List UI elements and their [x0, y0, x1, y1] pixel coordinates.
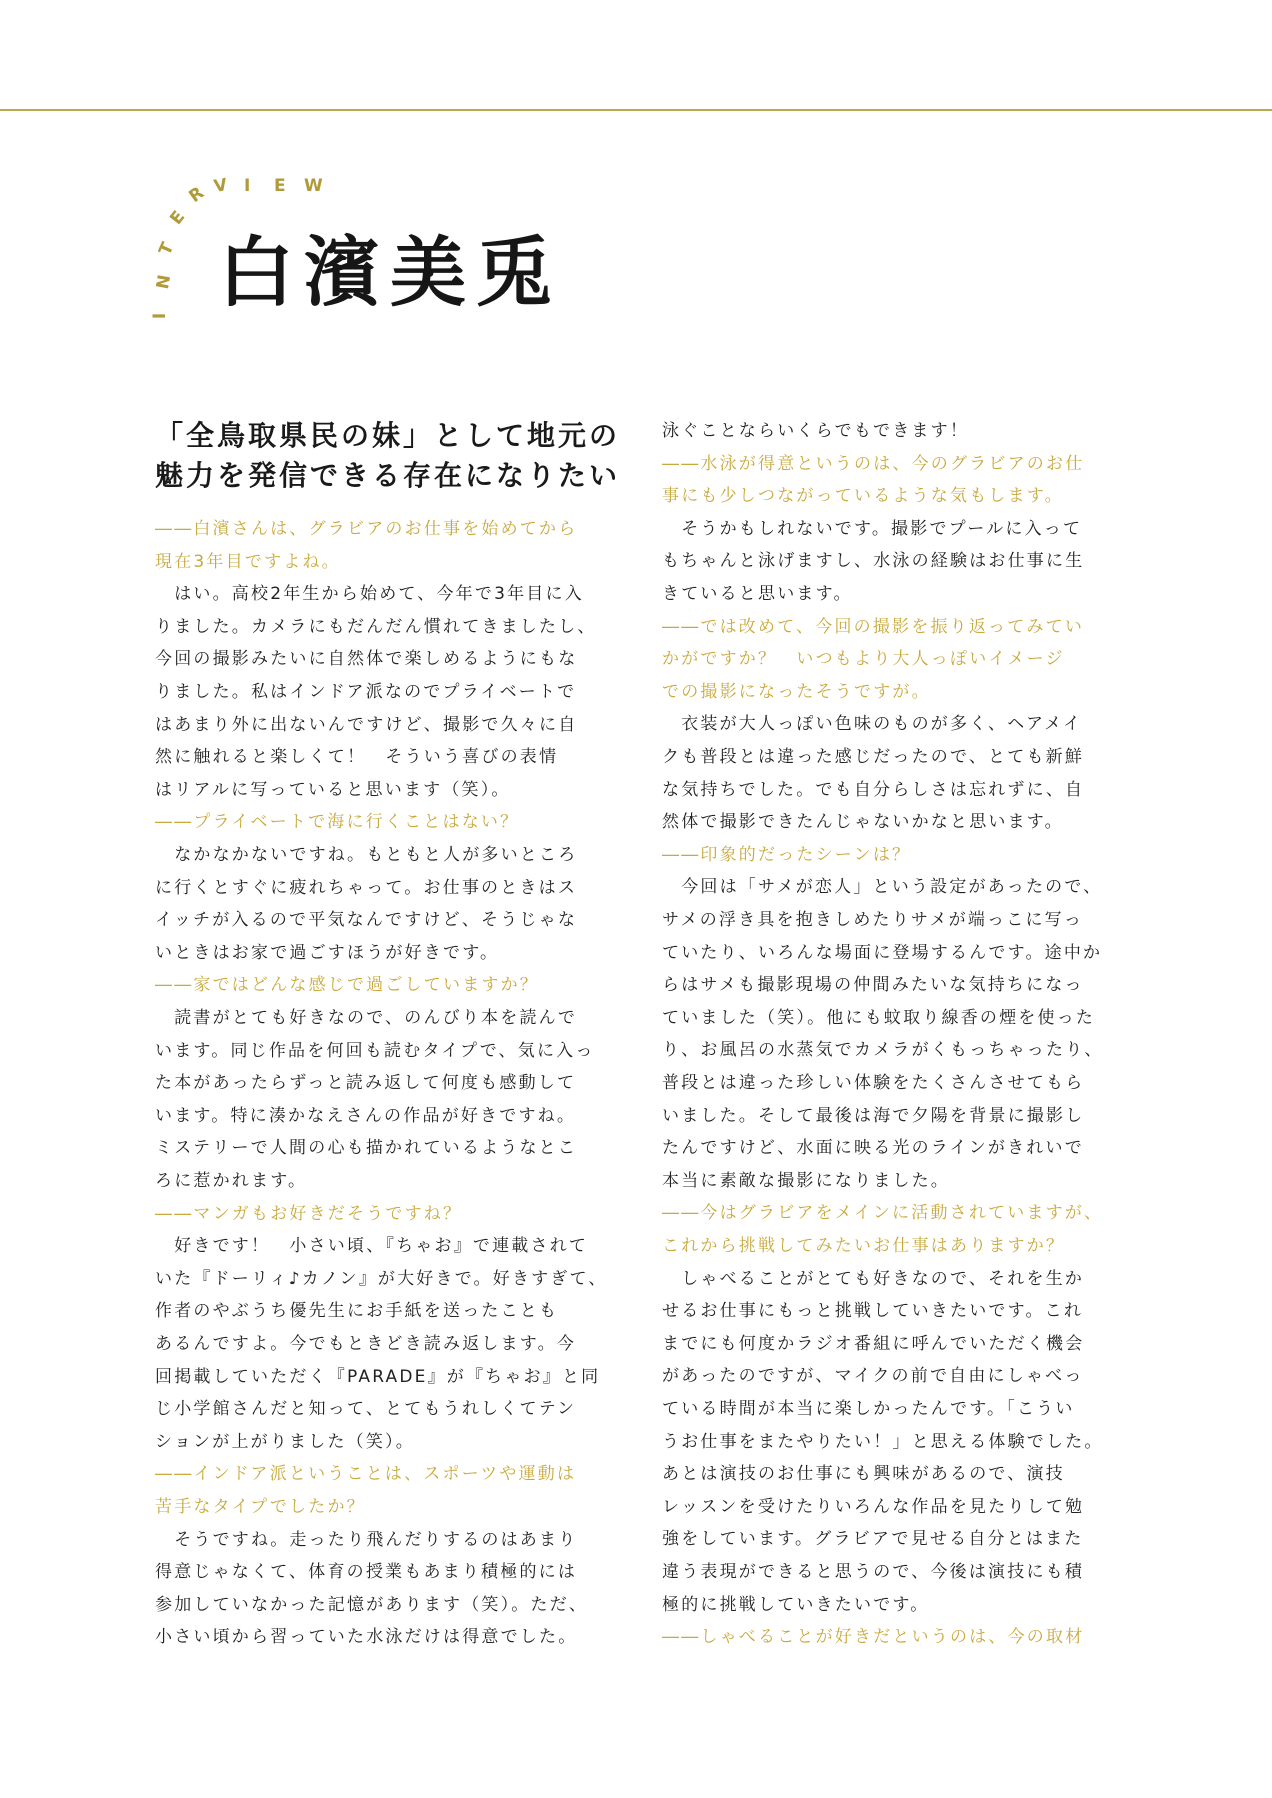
answer-line: はあまり外に出ないんですけど、撮影で久々に自 [155, 714, 578, 735]
answer-line: 回掲載していただく『PARADE』が『ちゃお』と同 [155, 1366, 601, 1387]
question-line: ――水泳が得意というのは、今のグラビアのお仕 [662, 453, 1085, 474]
answer-line: います。同じ作品を何回も読むタイプで、気に入っ [155, 1040, 595, 1061]
answer-line: があったのですが、マイクの前で自由にしゃべっ [662, 1366, 1084, 1387]
answer-line: しゃべることがとても好きなので、それを生か [662, 1268, 1085, 1289]
answer-line: レッスンを受けたりいろんな作品を見たりして勉 [662, 1496, 1085, 1517]
answer-line: ていました（笑）。他にも蚊取り線香の煙を使った [662, 1007, 1096, 1028]
answer-line: イッチが入るので平気なんですけど、そうじゃな [155, 910, 578, 931]
answer-line: までにも何度かラジオ番組に呼んでいただく機会 [662, 1333, 1085, 1354]
answer-line: 今回の撮影みたいに自然体で楽しめるようにもな [155, 649, 578, 670]
interview-arc-letter: T [155, 239, 179, 259]
question-line: ――今はグラビアをメインに活動されていますが、 [662, 1203, 1104, 1224]
interview-arc-letter: R [185, 183, 208, 207]
answer-line: いた『ドーリィ♪カノン』が大好きで。好きすぎて、 [155, 1268, 608, 1289]
answer-line: いときはお家で過ごすほうが好きです。 [155, 942, 500, 963]
interview-arc-letter: V [212, 175, 229, 197]
interview-arc-letter: I [150, 312, 171, 320]
interview-arc-letter: E [166, 207, 190, 229]
question-line: ――では改めて、今回の撮影を振り返ってみてい [662, 616, 1085, 637]
answer-line: きていると思います。 [662, 584, 853, 604]
answer-line: せるお仕事にもっと挑戦していきたいです。これ [662, 1301, 1084, 1322]
answer-line: 得意じゃなくて、体育の授業もあまり積極的には [155, 1562, 578, 1583]
answer-line: もちゃんと泳げますし、水泳の経験はお仕事に生 [662, 551, 1085, 572]
answer-line: 違う表現ができると思うので、今後は演技にも積 [662, 1562, 1085, 1582]
answer-line: 読書がとても好きなので、のんびり本を読んで [155, 1008, 578, 1028]
interview-arc-letter: E [274, 176, 286, 196]
answer-line: 普段とは違った珍しい体験をたくさんさせてもら [662, 1073, 1085, 1093]
question-line: ――印象的だったシーンは？ [662, 844, 912, 865]
question-line: での撮影になったそうですが。 [662, 681, 931, 702]
interview-arc-letter: I [244, 176, 251, 196]
answer-line: りました。カメラにもだんだん慣れてきましたし、 [155, 616, 597, 637]
answer-line: ている時間が本当に楽しかったんです。「こうい [662, 1399, 1075, 1419]
answer-line: ろに惹かれます。 [155, 1171, 308, 1191]
answer-line: いました。そして最後は海で夕陽を背景に撮影し [662, 1105, 1085, 1126]
headline-line: 「全鳥取県民の妹」として地元の [155, 419, 621, 452]
answer-line: サメの浮き具を抱きしめたりサメが端っこに写っ [662, 910, 1084, 930]
headline [155, 416, 620, 496]
answer-line: ションが上がりました（笑）。 [155, 1431, 415, 1452]
question-line: ――インドア派ということは、スポーツや運動は [155, 1464, 577, 1485]
answer-line: ていたり、いろんな場面に登場するんです。途中か [662, 942, 1103, 963]
answer-line: 本当に素敵な撮影になりました。 [662, 1170, 950, 1191]
question-line: ――しゃべることが好きだというのは、今の取材 [662, 1627, 1085, 1648]
answer-line: た本があったらずっと読み返して何度も感動して [155, 1073, 577, 1094]
answer-line: クも普段とは違った感じだったので、とても新鮮 [662, 747, 1085, 767]
question-line: これから挑戦してみたいお仕事はありますか？ [662, 1236, 1066, 1256]
answer-line: そうですね。走ったり飛んだりするのはあまり [155, 1529, 578, 1550]
interviewee-name: 白濱美兎 [218, 228, 562, 317]
answer-line: 作者のやぶうち優先生にお手紙を送ったことも [155, 1301, 559, 1322]
answer-line: な気持ちでした。でも自分らしさは忘れずに、自 [662, 779, 1085, 800]
interview-arc-letter: N [153, 273, 176, 291]
answer-line: りました。私はインドア派なのでプライベートで [155, 682, 577, 702]
question-line: 苦手なタイプでしたか？ [155, 1497, 366, 1517]
answer-line: 参加していなかった記憶があります（笑）。ただ、 [155, 1594, 589, 1615]
answer-line: 泳ぐことならいくらでもできます！ [662, 421, 970, 441]
answer-line: たんですけど、水面に映る光のラインがきれいで [662, 1138, 1084, 1159]
answer-line: 然体で撮影できたんじゃないかなと思います。 [662, 812, 1064, 833]
answer-line: らはサメも撮影現場の仲間みたいな気持ちになっ [662, 975, 1084, 996]
top-rule [0, 109, 1272, 111]
answer-line: 極的に挑戦していきたいです。 [662, 1594, 930, 1615]
answer-line: 好きです！ 小さい頃、『ちゃお』で連載されて [155, 1236, 589, 1257]
question-line: ――プライベートで海に行くことはない？ [155, 812, 520, 833]
answer-line: じ小学館さんだと知って、とてもうれしくてテン [155, 1399, 577, 1420]
answer-line: うお仕事をまたやりたい！」と思える体験でした。 [662, 1431, 1104, 1452]
answer-line: 強をしています。グラビアで見せる自分とはまた [662, 1529, 1084, 1550]
answer-line: あるんですよ。今でもときどき読み返します。今 [155, 1334, 577, 1354]
answer-line: 然に触れると楽しくて！ そういう喜びの表情 [155, 747, 559, 768]
answer-line: 今回は「サメが恋人」という設定があったので、 [662, 877, 1103, 898]
answer-line: なかなかないですね。もともと人が多いところ [155, 845, 578, 865]
answer-line: はい。高校2年生から始めて、今年で3年目に入 [155, 584, 584, 605]
answer-line: そうかもしれないです。撮影でプールに入って [662, 518, 1083, 539]
headline-line: 魅力を発信できる存在になりたい [155, 459, 621, 492]
question-line: 現在3年目ですよね。 [155, 551, 341, 572]
answer-line: 衣装が大人っぽい色味のものが多く、ヘアメイ [662, 714, 1083, 735]
question-line: ――マンガもお好きだそうですね？ [155, 1203, 463, 1224]
answer-line: に行くとすぐに疲れちゃって。お仕事のときはス [155, 877, 578, 898]
answer-line: います。特に湊かなえさんの作品が好きですね。 [155, 1105, 577, 1126]
question-line: ――家ではどんな感じで過ごしていますか？ [155, 975, 539, 996]
answer-line: あとは演技のお仕事にも興味があるので、演技 [662, 1464, 1065, 1485]
answer-line: はリアルに写っていると思います（笑）。 [155, 779, 511, 800]
answer-line: 小さい頃から習っていた水泳だけは得意でした。 [155, 1627, 578, 1648]
answer-line: り、お風呂の水蒸気でカメラがくもっちゃったり、 [662, 1040, 1104, 1061]
question-line: ――白濱さんは、グラビアのお仕事を始めてから [155, 519, 578, 539]
interview-arc-letter: W [304, 176, 323, 196]
question-line: 事にも少しつながっているような気もします。 [662, 486, 1064, 507]
question-line: かがですか？ いつもより大人っぽいイメージ [662, 649, 1065, 670]
answer-line: ミステリーで人間の心も描かれているようなとこ [155, 1138, 578, 1159]
